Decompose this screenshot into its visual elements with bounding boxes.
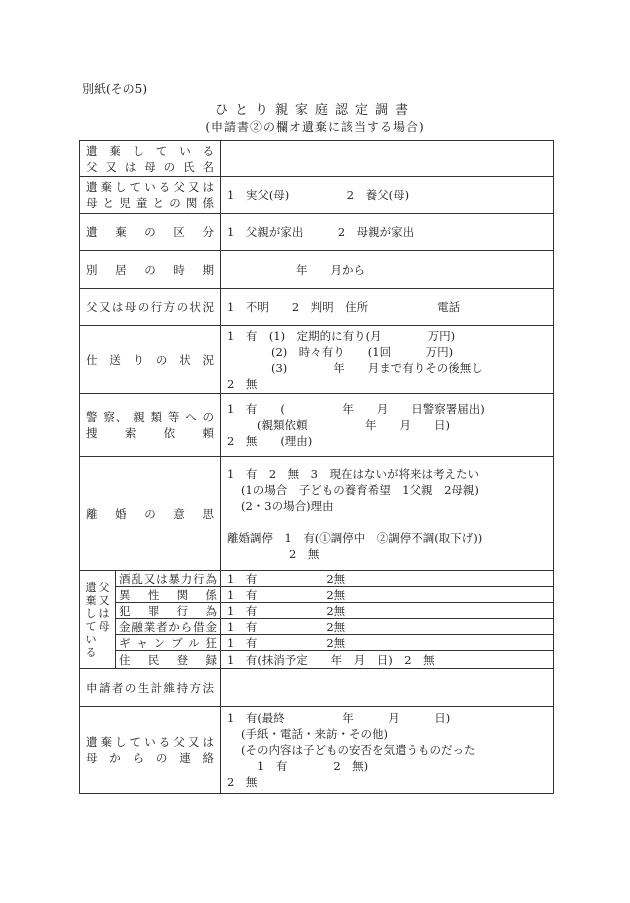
row-contact: [80, 707, 554, 794]
field-police[interactable]: 1 有 ( 年 月 日警察署届出) (親類依頼 年 月 日) 2 無 (理由): [221, 394, 554, 457]
row-separation: [80, 251, 554, 289]
document-subtitle: (申請書②の欄オ遺棄に該当する場合): [205, 120, 425, 134]
label-parent-name: 遺 棄 し て い る 父 又 は 母 の 氏 名: [80, 141, 221, 177]
certification-form-table: [79, 140, 554, 794]
label-residence-registration: 住 民 登 録: [116, 651, 221, 669]
field-crime[interactable]: 1 有 2無: [221, 603, 554, 619]
document-title: ひとり親家庭認定調書: [214, 103, 415, 118]
label-livelihood: 申請者の生計維持方法: [80, 669, 221, 707]
page-label: 別紙(その5): [82, 82, 147, 96]
field-parent-name[interactable]: [221, 141, 554, 177]
label-debt: 金融業者から借金: [116, 619, 221, 635]
label-relation: 遺棄している父又は 母と児童との関係: [80, 177, 221, 214]
row-condition-debt: [80, 619, 554, 635]
row-police: [80, 394, 554, 457]
label-separation: 別 居 の 時 期: [80, 251, 221, 289]
field-livelihood[interactable]: [221, 669, 554, 707]
label-divorce: 離 婚 の 意 思: [80, 457, 221, 571]
label-affair: 異 性 関 係: [116, 587, 221, 603]
row-parent-name: [80, 141, 554, 177]
field-separation[interactable]: 年 月から: [221, 251, 554, 289]
field-category[interactable]: 1 父親が家出 2 母親が家出: [221, 214, 554, 251]
row-livelihood: [80, 669, 554, 707]
row-condition-drinking: [80, 571, 554, 587]
field-divorce[interactable]: 1 有 2 無 3 現在はないが将来は考えたい (1の場合 子どもの養育希望 1父親 2母親) (2・3の場合)理由 離婚調停 1 有(①調停中 ②調停不調(取下げ)) 2 無: [221, 457, 554, 571]
group-label-abandoning-parent: 遺 棄 し て い る 父 又 は 母: [80, 571, 116, 669]
label-drinking-violence: 酒乱又は暴力行為: [116, 571, 221, 587]
label-police: 警 察、 親 類 等 へ の 捜 索 依 頼: [80, 394, 221, 457]
row-condition-residence: [80, 651, 554, 669]
label-whereabouts: 父又は母の行方の状況: [80, 289, 221, 326]
field-drinking-violence[interactable]: 1 有 2無: [221, 571, 554, 587]
row-condition-crime: [80, 603, 554, 619]
label-gambling: ギャンブル狂: [116, 635, 221, 651]
row-divorce: [80, 457, 554, 571]
label-category: 遺 棄 の 区 分: [80, 214, 221, 251]
field-affair[interactable]: 1 有 2無: [221, 587, 554, 603]
field-gambling[interactable]: 1 有 2無: [221, 635, 554, 651]
row-whereabouts: [80, 289, 554, 326]
label-contact: 遺棄している父又は 母 か ら の 連 絡: [80, 707, 221, 794]
row-condition-gambling: [80, 635, 554, 651]
field-remittance[interactable]: 1 有 (1) 定期的に有り(月 万円) (2) 時々有り (1回 万円) (3) 年 月まで有りその後無し 2 無: [221, 326, 554, 394]
field-residence-registration[interactable]: 1 有(抹消予定 年 月 日) 2 無: [221, 651, 554, 669]
field-contact[interactable]: 1 有(最終 年 月 日) (手紙・電話・来訪・その他) (その内容は子どもの安否を気遣うものだった 1 有 2 無) 2 無: [221, 707, 554, 794]
label-remittance: 仕 送 り の 状 況: [80, 326, 221, 394]
field-whereabouts[interactable]: 1 不明 2 判明 住所 電話: [221, 289, 554, 326]
label-crime: 犯 罪 行 為: [116, 603, 221, 619]
row-relation: [80, 177, 554, 214]
field-relation[interactable]: 1 実父(母) 2 養父(母): [221, 177, 554, 214]
row-remittance: [80, 326, 554, 394]
row-condition-affair: [80, 587, 554, 603]
field-debt[interactable]: 1 有 2無: [221, 619, 554, 635]
row-category: [80, 214, 554, 251]
